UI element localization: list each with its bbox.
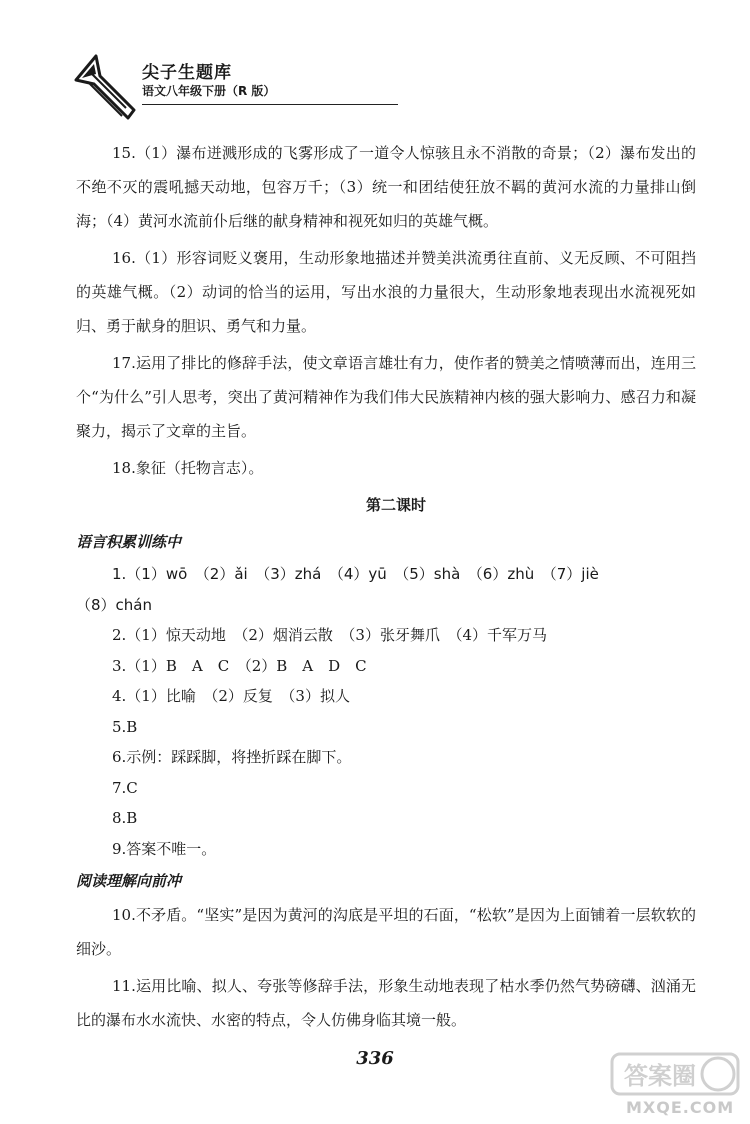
answer-5: 5.B [112,717,138,736]
answer-15: 15.（1）瀑布迸溅形成的飞雾形成了一道令人惊骇且永不消散的奇景；（2）瀑布发出的不绝不灭的震吼撼天动地，包容万千；（3）统一和团结使狂放不羁的黄河水流的力量排山倒海；（4）黄河水流前仆后继的献身精神和视死如归的英雄气概。 [76,144,696,230]
header-rule [142,104,398,105]
answer-17: 17.运用了排比的修辞手法，使文章语言雄壮有力，使作者的赞美之情喷薄而出，连用三个“为什么”引人思考，突出了黄河精神作为我们伟大民族精神内核的强大影响力、感召力和凝聚力，揭示了文章的主旨。 [76,354,696,440]
book-header [70,52,400,132]
answer-1-line1: 1.（1）wō （2）ǎi （3）zhá （4）yū （5）shà （6）zhù （7）jiè [112,565,599,583]
section-heading-language: 语言积累训练中 [76,533,182,551]
arrow-logo-icon [70,52,140,130]
watermark-site: MXQE.COM [626,1098,735,1117]
answer-18: 18.象征（托物言志）。 [112,459,264,477]
lesson-title: 第二课时 [365,496,426,514]
answer-16: 16.（1）形容词贬义褒用，生动形象地描述并赞美洪流勇往直前、义无反顾、不可阻挡的英雄气概。（2）动词的恰当的运用，写出水浪的力量很大，生动形象地表现出水流视死如归、勇于献身的胆识、勇气和力量。 [76,249,696,335]
answer-7: 7.C [112,778,138,797]
book-series-title: 尖子生题库 [142,63,232,83]
answer-11: 11.运用比喻、拟人、夸张等修辞手法，形象生动地表现了枯水季仍然气势磅礴、汹涌无比的瀑布水水流快、水密的特点，令人仿佛身临其境一般。 [76,977,696,1029]
answer-10: 10.不矛盾。“坚实”是因为黄河的沟底是平坦的石面，“松软”是因为上面铺着一层软软的细沙。 [76,906,696,958]
page-number: 336 [356,1048,394,1069]
answer-1-line2: （8）chán [76,595,152,614]
answer-2: 2.（1）惊天动地 （2）烟消云散 （3）张牙舞爪 （4）千军万马 [112,626,547,644]
answer-6: 6.示例：踩踩脚，将挫折踩在脚下。 [112,748,352,766]
answer-content [76,136,696,1037]
book-subtitle: 语文八年级下册（R 版） [142,84,276,98]
answer-8: 8.B [112,809,138,827]
answer-4: 4.（1）比喻 （2）反复 （3）拟人 [112,687,350,705]
answer-3: 3.（1）B A C （2）B A D C [112,656,367,675]
answer-9: 9.答案不唯一。 [112,839,217,858]
section-heading-reading: 阅读理解向前冲 [76,872,182,890]
watermark-text: 答案圈 [624,1062,696,1090]
